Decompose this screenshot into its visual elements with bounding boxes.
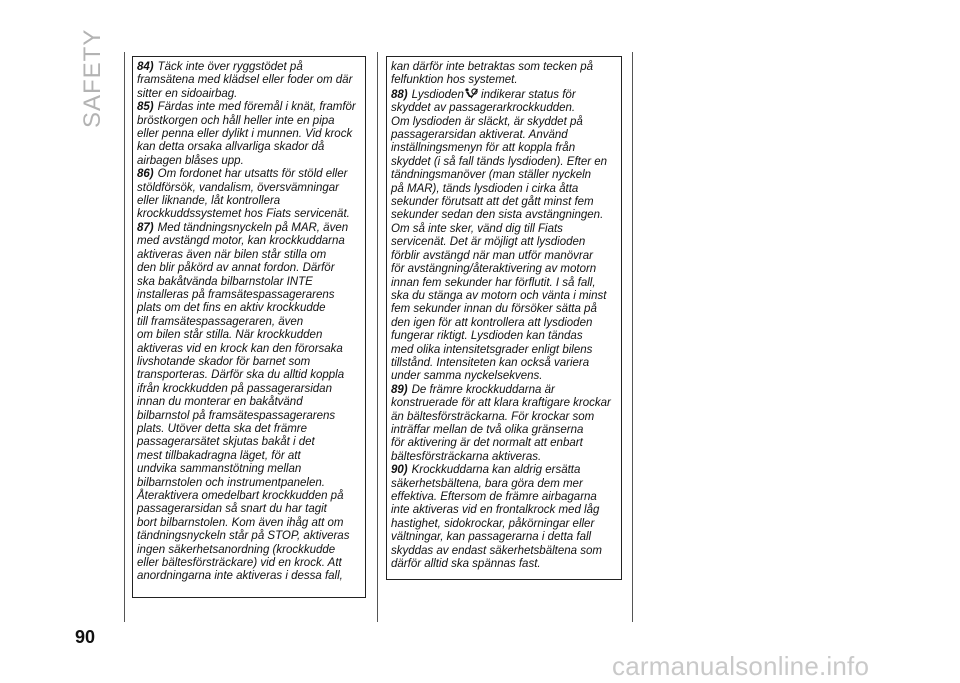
note-84 <box>137 61 365 101</box>
airbag-passenger-off-icon <box>464 88 478 99</box>
note-line: passagerarsätet skjutas bakåt i det <box>137 436 315 449</box>
note-line: indikerar status för <box>477 88 576 101</box>
note-89 <box>391 384 621 464</box>
note-86 <box>137 168 365 222</box>
note-line: eller liknande, låt kontrollera <box>137 195 281 208</box>
note-number: 85) <box>137 101 154 114</box>
note-line: livshotande skador för barnet som <box>137 355 311 368</box>
note-90 <box>391 464 621 571</box>
note-number: 88) <box>391 88 408 101</box>
note-line: passagerarsidan aktiverat. Använd <box>391 129 568 142</box>
note-line: aktiveras vid en krock kan den förorsaka <box>137 342 343 355</box>
note-line: mest tillbakadragna läget, för att <box>137 449 301 462</box>
note-line: Om så inte sker, vänd dig till Fiats <box>391 222 563 235</box>
note-line: plats om det fins en aktiv krockkudde <box>137 302 326 315</box>
note-number: 87) <box>137 221 154 234</box>
note-line: med avstängd motor, kan krockkuddarna <box>137 235 345 248</box>
left-notes-column <box>137 61 365 584</box>
note-line: tändningsnyckeln står på STOP, aktiveras <box>137 530 350 543</box>
note-line: airbagen blåses upp. <box>137 154 244 167</box>
note-line: på MAR), tänds lysdioden i cirka åtta <box>391 182 579 195</box>
note-line: under samma nyckelsekvens. <box>391 370 543 383</box>
note-line: plats. Utöver detta ska det främre <box>137 422 308 435</box>
note-line: ska bakåtvända bilbarnstolar INTE <box>137 275 313 288</box>
note-line: innan fem sekunder har förflutit. I så fall, <box>391 276 596 289</box>
note-line: skyddet (i så fall tänds lysdioden). Efter en <box>391 155 608 168</box>
note-line: fungerar riktigt. Lysdioden kan tändas <box>391 330 583 343</box>
note-line: eller bältesförsträckare) vid en krock. Att <box>137 557 342 570</box>
note-line: tillstånd. Intensiteten kan också variera <box>391 356 590 369</box>
note-line: installeras på framsätespassagerarens <box>137 288 335 301</box>
note-line: Täck inte över ryggstödet på <box>157 61 303 73</box>
note-line: för aktivering är det normalt att enbart <box>391 437 583 450</box>
note-87-continued <box>391 61 621 88</box>
note-number: 89) <box>391 383 408 396</box>
note-line: ifrån krockkudden på passagerarsidan <box>137 382 332 395</box>
note-number: 84) <box>137 61 154 73</box>
note-line: Lysdioden <box>411 88 464 101</box>
note-line: skyddet av passagerarkrockkudden. <box>391 102 576 115</box>
note-line: Återaktivera omedelbart krockkudden på <box>137 490 344 502</box>
column-divider-left <box>124 52 125 622</box>
column-divider-middle <box>377 52 378 622</box>
note-line: sekunder förutsatt att det gått minst fem <box>391 196 594 209</box>
note-line: anordningarna inte aktiveras i dessa fall, <box>137 570 343 583</box>
note-line: hastighet, sidokrockar, påkörningar eller <box>391 517 595 530</box>
note-line: passagerarsidan så snart du har tagit <box>137 503 327 516</box>
note-line: innan du monterar en bakåtvänd <box>137 396 303 409</box>
note-line: bältesförsträckarna aktiveras. <box>391 450 542 463</box>
note-line: inte aktiveras vid en frontalkrock med låg <box>391 504 600 517</box>
note-line: kan detta orsaka allvarliga skador då <box>137 141 325 154</box>
note-line: därför alltid ska spännas fast. <box>391 558 541 571</box>
note-line: felfunktion hos systemet. <box>391 74 518 87</box>
note-line: bröstkorgen och håll heller inte en pipa <box>137 114 335 127</box>
note-line: för avstängning/återaktivering av motorn <box>391 263 597 276</box>
note-line: om bilen står stilla. När krockkudden <box>137 329 323 342</box>
note-line: konstruerade för att klara kraftigare krockar <box>391 397 611 410</box>
note-line: inträffar mellan de två olika gränserna <box>391 423 584 436</box>
note-line: eller penna eller dylikt i munnen. Vid krock <box>137 128 353 141</box>
note-line: De främre krockkuddarna är <box>411 383 555 396</box>
note-line: till framsätespassageraren, även <box>137 315 304 328</box>
note-line: än bältesförsträckarna. För krockar som <box>391 410 595 423</box>
note-line: vältningar, kan passagerarna i detta fall <box>391 531 592 544</box>
section-label: SAFETY <box>79 28 106 128</box>
column-divider-right <box>632 52 633 622</box>
note-line: ingen säkerhetsanordning (krockkudde <box>137 543 336 556</box>
right-notes-column <box>391 61 621 571</box>
note-number: 90) <box>391 464 408 477</box>
note-line: Om fordonet har utsatts för stöld eller <box>157 168 348 181</box>
note-line: effektiva. Eftersom de främre airbagarna <box>391 491 597 503</box>
note-line: fem sekunder innan du försöker sätta på <box>391 303 597 316</box>
note-line: Om lysdioden är släckt, är skyddet på <box>391 115 583 128</box>
note-line: den blir påkörd av annat fordon. Därför <box>137 262 335 275</box>
note-line: ska du stänga av motorn och vänta i minst <box>391 289 607 302</box>
note-line: bilbarnstolen och instrumentpanelen. <box>137 476 325 489</box>
page-number: 90 <box>75 627 96 647</box>
note-line: inställningsmenyn för att koppla från <box>391 142 576 155</box>
note-line: den igen för att kontrollera att lysdioden <box>391 316 593 329</box>
note-line: transporteras. Därför ska du alltid koppla <box>137 369 345 382</box>
note-line: krockkuddssystemet hos Fiats servicenät. <box>137 208 350 221</box>
note-line: stöldförsök, vandalism, översvämningar <box>137 181 339 194</box>
watermark: carmanualsonline.info <box>612 651 870 681</box>
note-85 <box>137 101 365 168</box>
note-line: förblir avstängd när man utför manövrar <box>391 249 593 262</box>
note-line: sitter en sidoairbag. <box>137 87 238 100</box>
note-line: Krockkuddarna kan aldrig ersätta <box>411 464 581 477</box>
note-87 <box>137 222 365 584</box>
note-line: med olika intensitetsgrader enligt bilens <box>391 343 593 356</box>
note-line: kan därför inte betraktas som tecken på <box>391 61 593 73</box>
note-line: säkerhetsbältena, bara göra dem mer <box>391 477 583 490</box>
note-line: bort bilbarnstolen. Kom även ihåg att om <box>137 516 344 529</box>
note-line: servicenät. Det är möjligt att lysdioden <box>391 236 586 249</box>
note-line: skyddas av endast säkerhetsbältena som <box>391 544 602 557</box>
note-line: undvika sammanstötning mellan <box>137 463 302 476</box>
note-number: 86) <box>137 168 154 181</box>
note-line: tändningsmanöver (man ställer nyckeln <box>391 169 592 182</box>
note-line: Med tändningsnyckeln på MAR, även <box>157 221 349 234</box>
note-line: Färdas inte med föremål i knät, framför <box>157 101 356 114</box>
note-line: framsätena med klädsel eller foder om där <box>137 74 353 87</box>
note-line: bilbarnstol på framsätespassagerarens <box>137 409 336 422</box>
note-line: sekunder sedan den sista avstängningen. <box>391 209 604 222</box>
note-line: aktiveras även när bilen står stilla om <box>137 248 327 261</box>
note-88 <box>391 88 621 384</box>
